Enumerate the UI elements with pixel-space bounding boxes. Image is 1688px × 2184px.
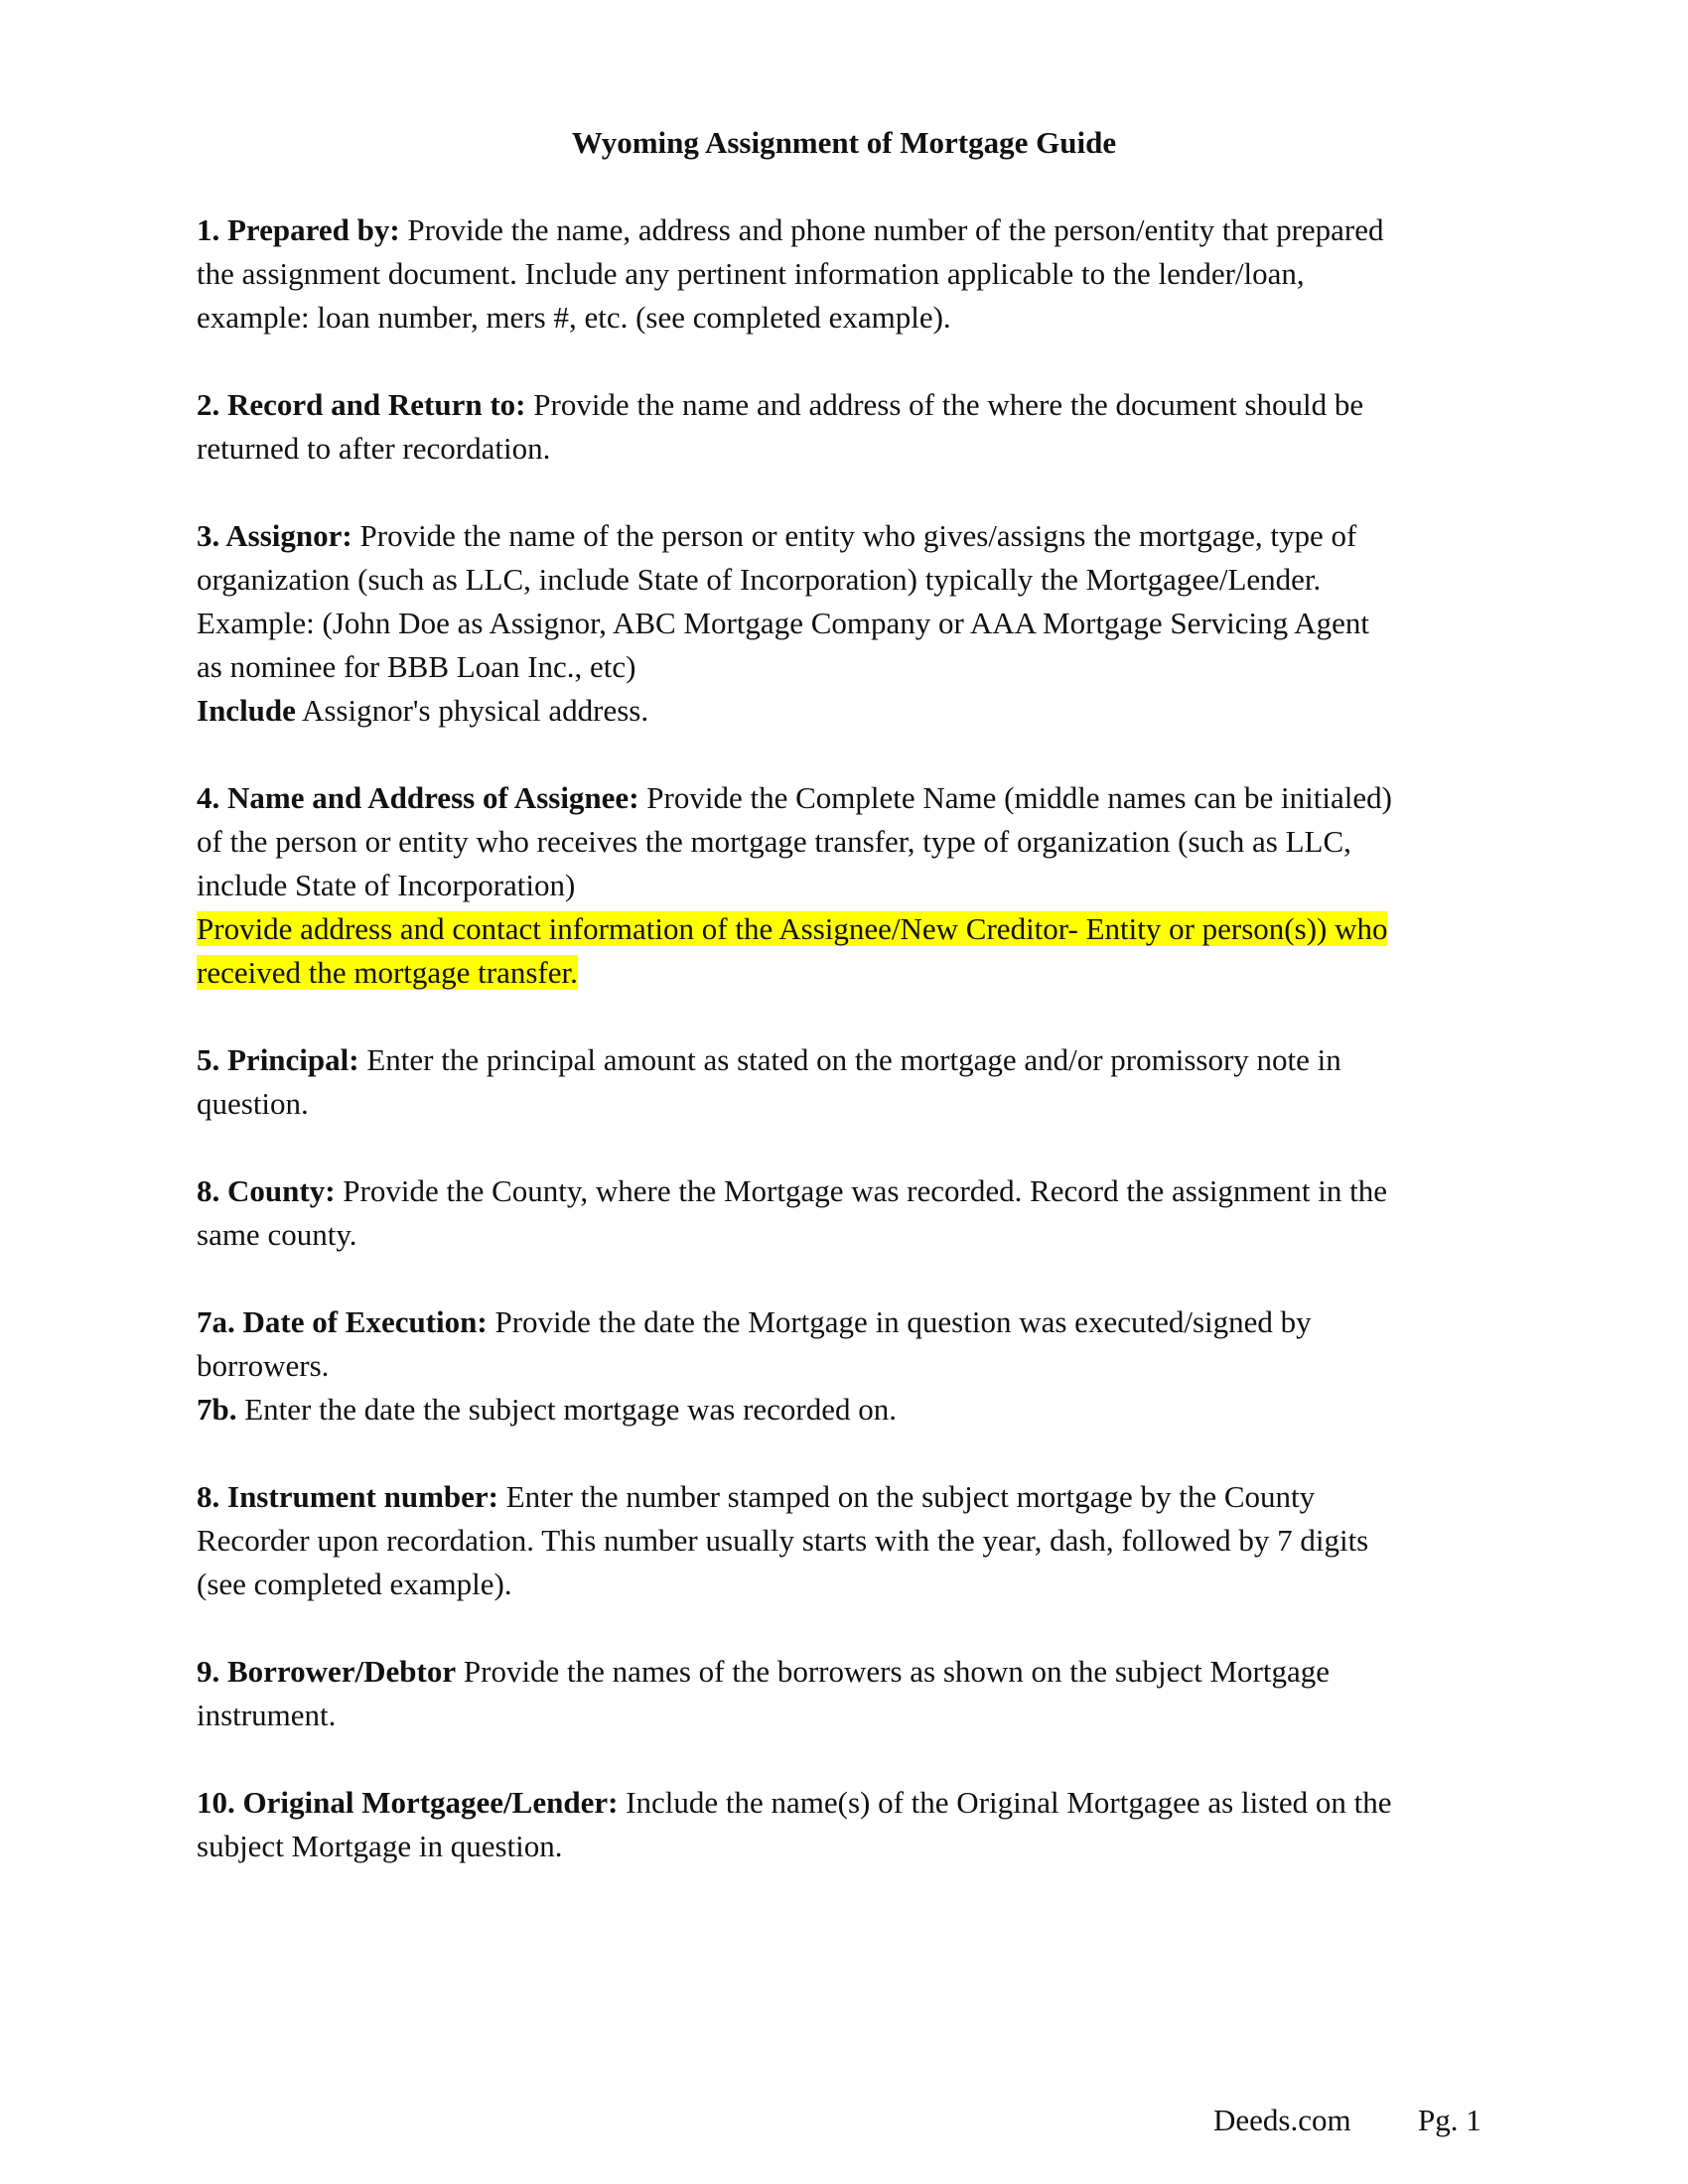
section-label: 10. Original Mortgagee/Lender: [197, 1785, 619, 1820]
section-label: 8. County: [197, 1173, 336, 1208]
section-line [197, 383, 1487, 427]
section-instrument-number [197, 1475, 1487, 1606]
section-line: example: loan number, mers #, etc. (see completed example). [197, 300, 951, 335]
section-line [197, 1388, 1487, 1432]
highlighted-text: received the mortgage transfer. [197, 955, 578, 990]
section-label: 4. Name and Address of Assignee: [197, 780, 639, 815]
section-line: instrument. [197, 1698, 337, 1732]
section-text: Enter the date the subject mortgage was recorded on. [244, 1392, 898, 1427]
section-line [197, 1038, 1487, 1082]
section-sublabel: 7b. [197, 1392, 237, 1427]
section-text: Provide the name of the person or entity who gives/assigns the mortgage, type of [359, 518, 1357, 553]
page-title: Wyoming Assignment of Mortgage Guide [571, 125, 1117, 160]
section-line [197, 776, 1487, 820]
section-line: include State of Incorporation) [197, 868, 576, 902]
section-label: 2. Record and Return to: [197, 387, 526, 422]
section-principal [197, 1038, 1487, 1126]
section-line [197, 1781, 1487, 1825]
section-record-and-return [197, 383, 1487, 471]
section-line [197, 1650, 1487, 1694]
section-text: Enter the number stamped on the subject mortgage by the County [505, 1479, 1316, 1514]
section-line: same county. [197, 1217, 357, 1252]
section-line [197, 1300, 1487, 1344]
section-label: 9. Borrower/Debtor [197, 1654, 457, 1689]
section-text: Provide the name and address of the where the document should be [533, 387, 1364, 422]
section-line: subject Mortgage in question. [197, 1829, 563, 1863]
section-label: 3. Assignor: [197, 518, 352, 553]
section-text: Enter the principal amount as stated on the mortgage and/or promissory note in [366, 1042, 1341, 1077]
section-assignor [197, 514, 1487, 733]
section-line: Recorder upon recordation. This number usually starts with the year, dash, followed by 7 digits [197, 1523, 1369, 1558]
highlighted-text: Provide address and contact information of the Assignee/New Creditor- Entity or person(s)) who [197, 911, 1388, 946]
section-label: 8. Instrument number: [197, 1479, 498, 1514]
section-sublabel: Include [197, 693, 296, 728]
section-text: Assignor's physical address. [301, 693, 649, 728]
section-line: (see completed example). [197, 1567, 512, 1601]
section-text: Include the name(s) of the Original Mortgagee as listed on the [626, 1785, 1392, 1820]
section-label: 7a. Date of Execution: [197, 1304, 488, 1339]
section-text: Provide the names of the borrowers as shown on the subject Mortgage [463, 1654, 1330, 1689]
section-line: the assignment document. Include any pertinent information applicable to the lender/loan, [197, 256, 1305, 291]
section-line: question. [197, 1086, 309, 1121]
section-line: borrowers. [197, 1348, 330, 1383]
section-line: returned to after recordation. [197, 431, 551, 466]
section-text: Provide the Complete Name (middle names can be initialed) [646, 780, 1392, 815]
section-date-of-execution [197, 1300, 1487, 1432]
section-assignee [197, 776, 1487, 995]
footer-site-name: Deeds.com [1213, 2103, 1351, 2137]
section-prepared-by [197, 208, 1487, 340]
section-line: as nominee for BBB Loan Inc., etc) [197, 649, 636, 684]
guide-body [197, 208, 1487, 1912]
highlighted-line [197, 951, 1487, 995]
section-line [197, 1475, 1487, 1519]
section-label: 1. Prepared by: [197, 212, 400, 247]
section-line [197, 689, 1487, 733]
section-borrower-debtor [197, 1650, 1487, 1737]
section-line: Example: (John Doe as Assignor, ABC Mortgage Company or AAA Mortgage Servicing Agent [197, 606, 1369, 640]
section-text: Provide the County, where the Mortgage was recorded. Record the assignment in the [343, 1173, 1387, 1208]
section-original-mortgagee [197, 1781, 1487, 1868]
section-line [197, 514, 1487, 558]
highlighted-line [197, 907, 1487, 951]
section-line [197, 208, 1487, 252]
footer-page-number: Pg. 1 [1418, 2103, 1481, 2137]
section-line: of the person or entity who receives the mortgage transfer, type of organization (such as LLC, [197, 824, 1351, 859]
section-text: Provide the date the Mortgage in question was executed/signed by [494, 1304, 1312, 1339]
section-line [197, 1169, 1487, 1213]
section-label: 5. Principal: [197, 1042, 359, 1077]
section-text: Provide the name, address and phone number of the person/entity that prepared [407, 212, 1384, 247]
section-line: organization (such as LLC, include State of Incorporation) typically the Mortgagee/Lender. [197, 562, 1322, 597]
section-county [197, 1169, 1487, 1257]
